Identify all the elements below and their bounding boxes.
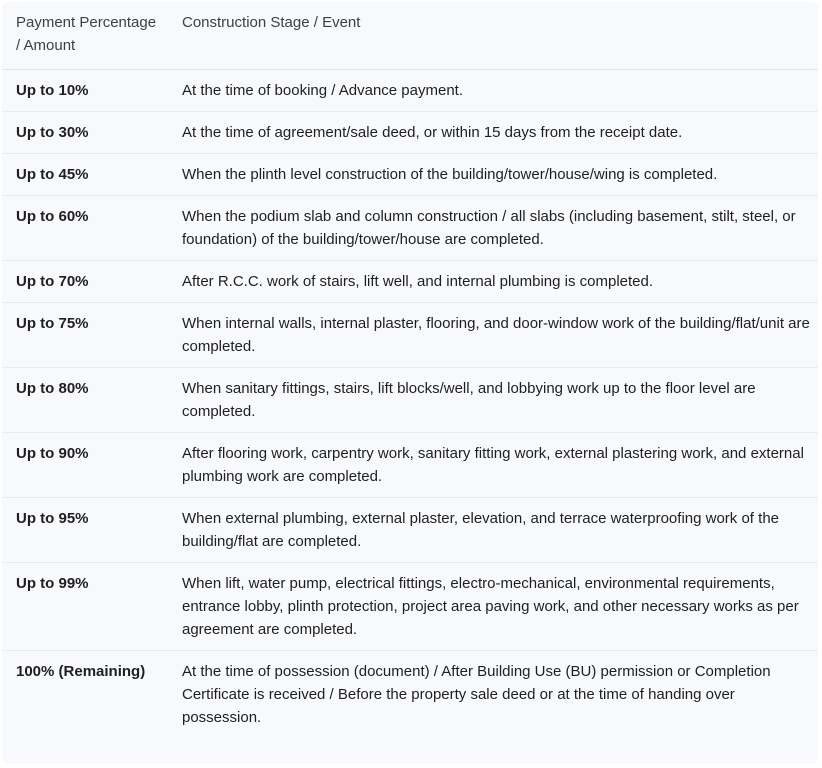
payment-cell: 100% (Remaining) (16, 663, 146, 680)
stage-cell: When sanitary fittings, stairs, lift blocks/well, and lobbying work up to the floor level are completed. (168, 368, 818, 433)
payment-cell: Up to 60% (2, 196, 168, 261)
table-row (2, 433, 818, 498)
table-row (2, 368, 818, 433)
table-row (2, 261, 818, 303)
table-header-row (2, 2, 818, 70)
payment-cell: Up to 90% (2, 433, 168, 498)
stage-cell: At the time of agreement/sale deed, or within 15 days from the receipt date. (168, 112, 818, 154)
payment-cell: Up to 70% (2, 261, 168, 303)
payment-cell: Up to 10% (2, 70, 168, 112)
payment-cell: Up to 95% (2, 498, 168, 563)
table-row (2, 112, 818, 154)
table-row (2, 196, 818, 261)
stage-cell: When the podium slab and column construction / all slabs (including basement, stilt, steel, or foundation) of the building/tower/house are completed. (168, 196, 818, 261)
table-row (2, 563, 818, 651)
stage-cell: When the plinth level construction of the building/tower/house/wing is completed. (168, 154, 818, 196)
header-payment-percentage: Payment Percentage / Amount (2, 2, 168, 70)
payment-schedule-table-container (2, 2, 818, 764)
table-row (2, 303, 818, 368)
table-row (2, 651, 818, 739)
stage-cell: When external plumbing, external plaster, elevation, and terrace waterproofing work of the building/flat are completed. (168, 498, 818, 563)
stage-cell: When internal walls, internal plaster, flooring, and door-window work of the building/flat/unit are completed. (168, 303, 818, 368)
stage-cell: When lift, water pump, electrical fittings, electro-mechanical, environmental requirements, entrance lobby, plinth protection, project area paving work, and other necessary works as per agreement are completed. (168, 563, 818, 651)
payment-cell: Up to 45% (2, 154, 168, 196)
payment-cell: Up to 99% (2, 563, 168, 651)
payment-cell: Up to 80% (2, 368, 168, 433)
stage-cell: At the time of possession (document) / After Building Use (BU) permission or Completion Certificate is received / Before the property sale deed or at the time of handing over possession. (182, 663, 771, 726)
table-row (2, 154, 818, 196)
payment-schedule-table (2, 2, 818, 738)
payment-cell: Up to 30% (2, 112, 168, 154)
stage-cell: After flooring work, carpentry work, sanitary fitting work, external plastering work, and external plumbing work are completed. (168, 433, 818, 498)
table-row (2, 70, 818, 112)
stage-cell: After R.C.C. work of stairs, lift well, and internal plumbing is completed. (168, 261, 818, 303)
table-row (2, 498, 818, 563)
payment-cell: Up to 75% (2, 303, 168, 368)
stage-cell: At the time of booking / Advance payment. (168, 70, 818, 112)
header-construction-stage: Construction Stage / Event (168, 2, 818, 70)
